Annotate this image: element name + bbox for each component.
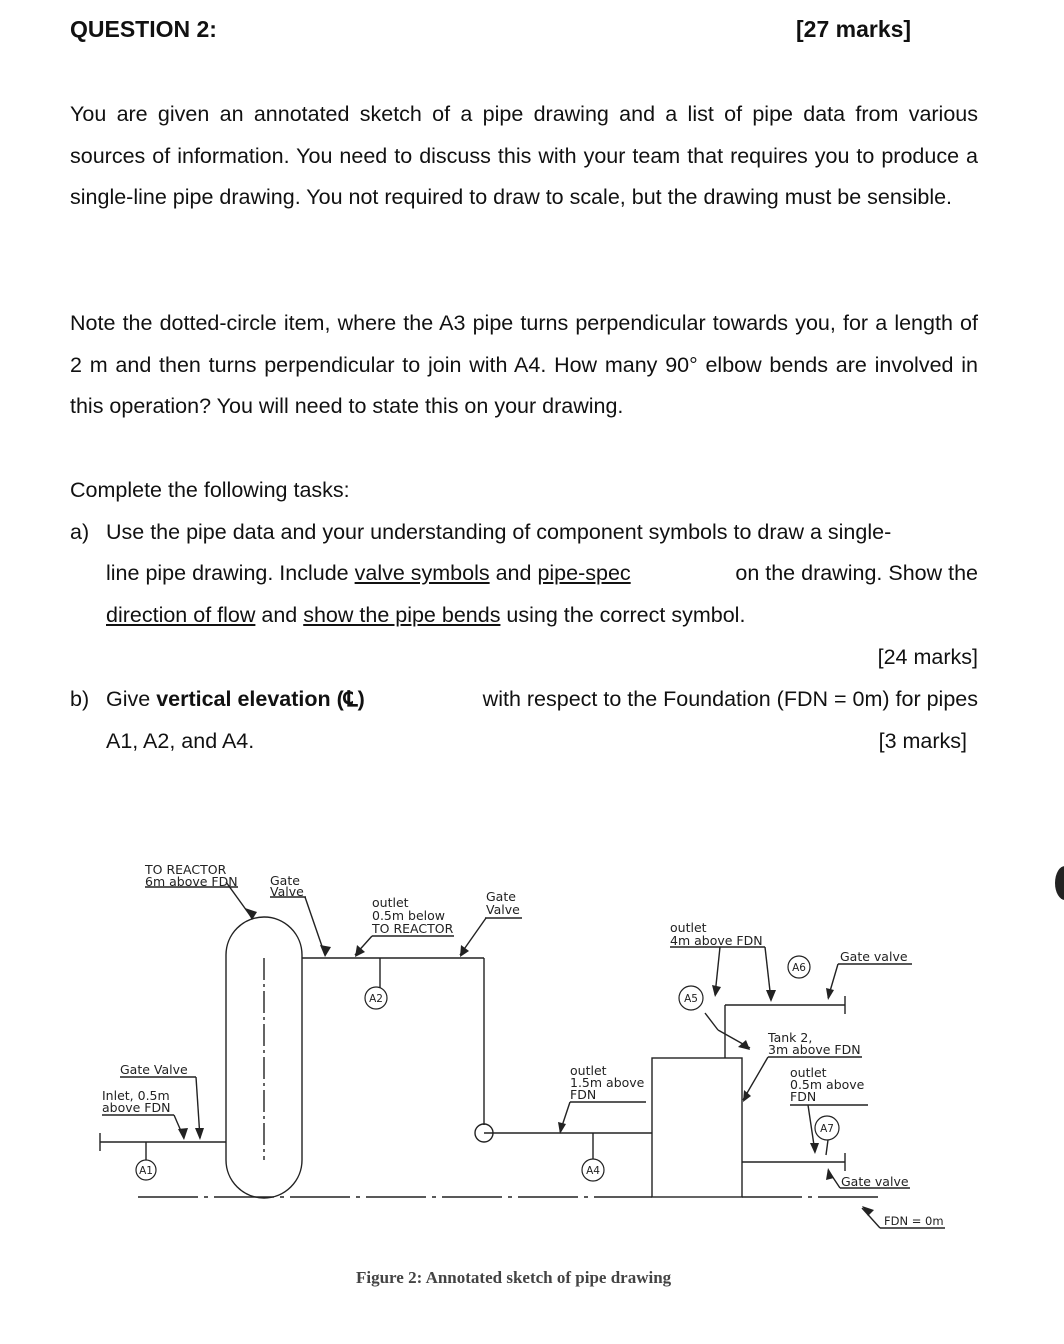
- label-gate-mid-1: Gate: [486, 889, 516, 904]
- task-b-text: Give: [106, 687, 157, 711]
- question-marks: [27 marks]: [796, 16, 912, 42]
- pipe-sketch: [0, 850, 1064, 1270]
- pipe-spec-term: pipe-spec: [537, 561, 631, 585]
- direction-of-flow-term: direction of flow: [106, 603, 256, 627]
- label-outlet-a2-1: outlet: [372, 895, 409, 910]
- intro-paragraph-1: You are given an annotated sketch of a pipe drawing and a list of pipe data from various sources of information. You need to discuss this with your team that requires you to produce a single-line pipe drawing. You not required to draw to scale, but the drawing must be sensible.: [70, 102, 978, 209]
- label-tank2-1: Tank 2,: [768, 1030, 813, 1045]
- question-title: QUESTION 2:: [70, 16, 217, 42]
- tag-a2: A2: [369, 993, 383, 1005]
- valve-symbols-term: valve symbols: [354, 561, 490, 585]
- task-a-label: a): [70, 520, 90, 544]
- label-outlet-a7-2: 0.5m above: [790, 1077, 865, 1092]
- label-inlet-2: above FDN: [102, 1100, 171, 1115]
- label-reactor-2: 6m above FDN: [145, 874, 238, 889]
- tag-a5: A5: [684, 993, 698, 1005]
- task-a-text: on the drawing. Show the: [735, 561, 978, 585]
- label-fdn: FDN = 0m: [884, 1214, 944, 1228]
- label-gate-left: Gate Valve: [120, 1062, 188, 1077]
- label-gate-a6: Gate valve: [840, 949, 908, 964]
- pipe-bends-term: show the pipe bends: [303, 603, 501, 627]
- figure-caption: Figure 2: Annotated sketch of pipe drawing: [356, 1268, 672, 1287]
- label-outlet-a7-3: FDN: [790, 1089, 817, 1104]
- tag-a7: A7: [820, 1123, 834, 1135]
- tasks-heading: Complete the following tasks:: [70, 478, 350, 502]
- label-tank2-2: 3m above FDN: [768, 1042, 861, 1057]
- task-a-text: line pipe drawing. Include: [106, 561, 355, 585]
- task-a-text: and: [255, 603, 304, 627]
- label-gate-top-2: Valve: [270, 884, 304, 899]
- vertical-elevation-term: vertical elevation (℄): [156, 687, 365, 711]
- label-outlet-a5-1: outlet: [670, 920, 707, 935]
- task-b-line-2: A1, A2, and A4.: [106, 729, 255, 753]
- label-gate-mid-2: Valve: [486, 902, 520, 917]
- label-outlet-a7-1: outlet: [790, 1065, 827, 1080]
- task-b-text: with respect to the Foundation (FDN = 0m) for pipes: [482, 687, 978, 711]
- task-a-line-2: [106, 553, 978, 595]
- tag-a6: A6: [792, 962, 806, 974]
- tag-a4: A4: [586, 1165, 600, 1177]
- task-a-text: and: [489, 561, 538, 585]
- task-b-marks: [3 marks]: [878, 729, 967, 753]
- label-reactor-1: TO REACTOR: [145, 862, 227, 877]
- task-a-line-1: Use the pipe data and your understanding of component symbols to draw a single-: [106, 520, 892, 544]
- label-outlet-a4-2: 1.5m above: [570, 1075, 645, 1090]
- label-outlet-a4-3: FDN: [570, 1087, 597, 1102]
- task-b-label: b): [70, 687, 90, 711]
- label-gate-a7: Gate valve: [841, 1174, 909, 1189]
- label-outlet-a2-3: TO REACTOR: [372, 921, 454, 936]
- task-a-marks: [24 marks]: [877, 645, 978, 669]
- label-outlet-a2-2: 0.5m below: [372, 908, 445, 923]
- task-a-line-3: [106, 595, 745, 637]
- label-outlet-a4-1: outlet: [570, 1063, 607, 1078]
- label-inlet-1: Inlet, 0.5m: [102, 1088, 170, 1103]
- task-a-text: using the correct symbol.: [500, 603, 746, 627]
- intro-paragraph-2: Note the dotted-circle item, where the A3 pipe turns perpendicular towards you, for a length of 2 m and then turns perpendicular to join with A4. How many 90° elbow bends are involved in this operation? You will need to state this on your drawing.: [70, 311, 978, 418]
- label-gate-top-1: Gate: [270, 873, 300, 888]
- tag-a1: A1: [139, 1165, 153, 1177]
- task-b-line-1: [106, 679, 978, 721]
- label-outlet-a5-2: 4m above FDN: [670, 933, 763, 948]
